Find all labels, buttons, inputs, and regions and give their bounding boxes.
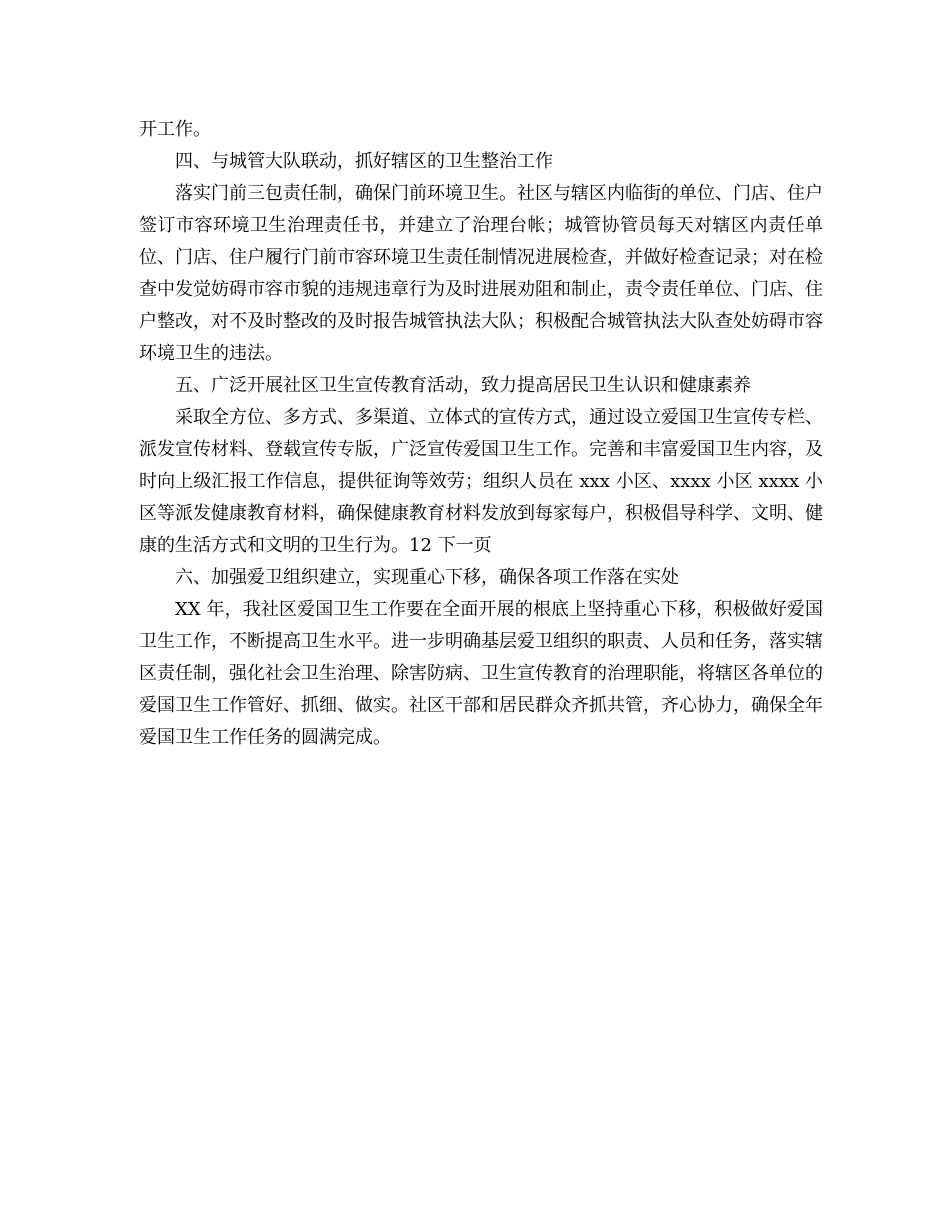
section-heading-6: 六、加强爱卫组织建立，实现重心下移，确保各项工作落在实处 (175, 567, 679, 588)
section-heading-5: 五、广泛开展社区卫生宣传教育活动，致力提高居民卫生认识和健康素养 (175, 375, 751, 396)
document-body (139, 114, 823, 754)
section-body-4: 落实门前三包责任制，确保门前环境卫生。社区与辖区内临街的单位、门店、住户签订市容环境卫生治理责任书，并建立了治理台帐；城管协管员每天对辖区内责任单位、门店、住户履行门前市容环境卫生责任制情况进展检查，并做好检查记录；对在检查中发觉妨碍市容市貌的违规违章行为及时进展劝阻和制止，责令责任单位、门店、住户整改，对不及时整改的及时报告城管执法大队；积极配合城管执法大队查处妨碍市容环境卫生的违法。 (139, 183, 823, 364)
section-heading-4: 四、与城管大队联动，抓好辖区的卫生整治工作 (175, 151, 553, 172)
section-body-6: XX 年，我社区爱国卫生工作要在全面开展的根底上坚持重心下移，积极做好爱国卫生工作，不断提高卫生水平。进一步明确基层爱卫组织的职责、人员和任务，落实辖区责任制，强化社会卫生治理、除害防病、卫生宣传教育的治理职能，将辖区各单位的爱国卫生工作管好、抓细、做实。社区干部和居民群众齐抓共管，齐心协力，确保全年爱国卫生工作任务的圆满完成。 (139, 599, 823, 748)
paragraph-continued: 开工作。 (139, 119, 211, 140)
section-body-5: 采取全方位、多方式、多渠道、立体式的宣传方式，通过设立爱国卫生宣传专栏、派发宣传材料、登载宣传专版，广泛宣传爱国卫生工作。完善和丰富爱国卫生内容，及时向上级汇报工作信息，提供征询等效劳；组织人员在 xxx 小区、xxxx 小区 xxxx 小区等派发健康教育材料，确保健康教育材料发放到每家每户，积极倡导科学、文明、健康的生活方式和文明的卫生行为。12 下一页 (139, 407, 823, 556)
